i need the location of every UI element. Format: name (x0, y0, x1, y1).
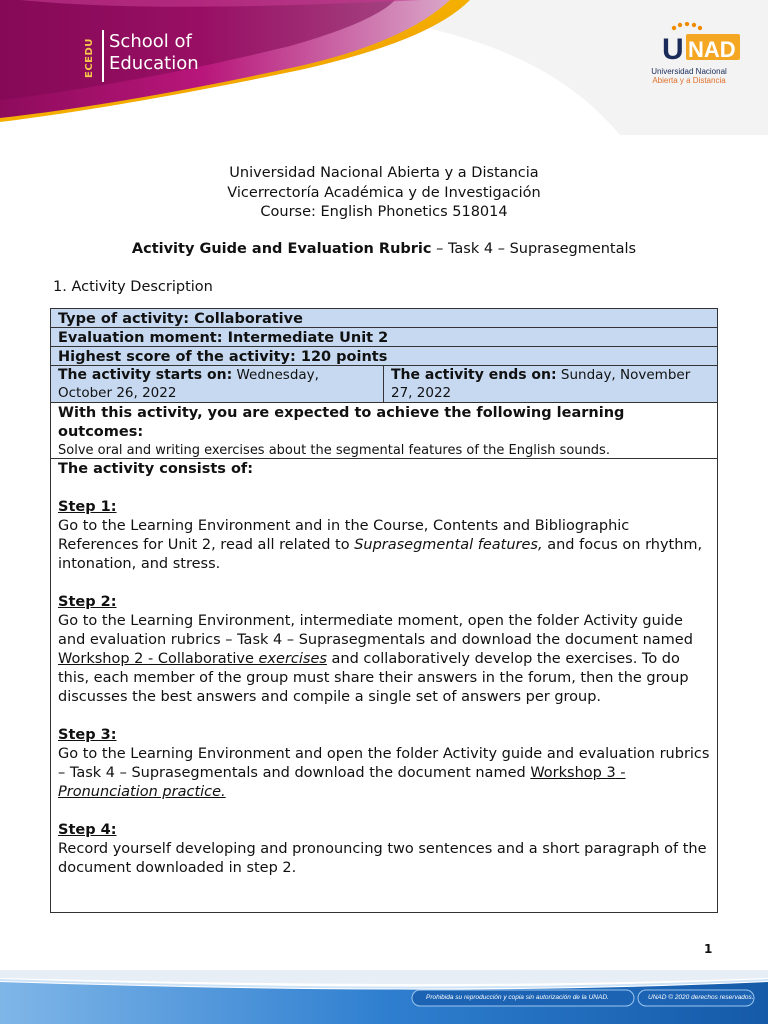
ecedu-label: ECEDU (84, 38, 95, 78)
learning-outcomes-row (51, 403, 717, 459)
start-date-label: The activity starts on: (58, 367, 233, 383)
start-date-value: Wednesday, October 26, 2022 (58, 367, 319, 401)
school-divider (102, 30, 104, 82)
workshop-3-link[interactable]: Workshop 3 - Pronunciation practice. (58, 765, 626, 800)
footer-copyright: UNAD © 2020 derechos reservados. (648, 994, 754, 1001)
guide-title-rest: – Task 4 – Suprasegmentals (431, 241, 637, 257)
guide-title (0, 240, 768, 259)
highest-score-row: Highest score of the activity: 120 points (51, 347, 717, 366)
document-title-block (0, 164, 768, 223)
section-heading: 1. Activity Description (53, 279, 213, 295)
university-name: Universidad Nacional Abierta y a Distancia (229, 165, 539, 181)
evaluation-moment-row: Evaluation moment: Intermediate Unit 2 (51, 328, 717, 347)
school-of-education-title (109, 31, 199, 75)
step-2-text: Go to the Learning Environment, intermediate moment, open the folder Activity guide and evaluation rubrics – Task 4 – Suprasegmentals and download the document named Workshop 2 - Collaborative exercises and collaboratively develop the exercises. To do this, each member of the group must share their answers in the forum, then the group discusses the best answers and compile a single set of answers per group. (58, 613, 693, 705)
step-4-text: Record yourself developing and pronouncing two sentences and a short paragraph of the document downloaded in step 2. (58, 841, 707, 876)
activity-type-row: Type of activity: Collaborative (51, 309, 717, 328)
unad-logo (660, 22, 742, 62)
step-2-heading: Step 2: (58, 594, 117, 610)
svg-text:U: U (662, 33, 684, 62)
workshop-2-link[interactable]: Workshop 2 - Collaborative exercises (58, 651, 327, 667)
footer-notice: Prohibida su reproducción y copia sin autorización de la UNAD. (426, 994, 609, 1001)
svg-text:NAD: NAD (688, 37, 736, 62)
page-number: 1 (704, 942, 713, 956)
end-date-cell (384, 366, 717, 402)
step-1-heading: Step 1: (58, 499, 117, 515)
activity-description-table (50, 308, 718, 913)
unad-logo-caption (634, 67, 744, 85)
step-3-text: Go to the Learning Environment and open the folder Activity guide and evaluation rubrics – Task 4 – Suprasegmentals and download the document named Workshop 3 - Pronunciation practice. (58, 746, 710, 800)
course-name: Course: English Phonetics 518014 (260, 204, 508, 220)
step-3-heading: Step 3: (58, 727, 117, 743)
learning-outcomes-question: With this activity, you are expected to achieve the following learning outcomes: (58, 405, 625, 440)
end-date-label: The activity ends on: (391, 367, 557, 383)
start-date-cell (51, 366, 384, 402)
unad-caption-line-2: Abierta y a Distancia (652, 76, 726, 85)
school-line-2: Education (109, 53, 199, 74)
learning-outcomes-answer: Solve oral and writing exercises about the segmental features of the English sounds. (58, 443, 610, 458)
step-4-heading: Step 4: (58, 822, 117, 838)
school-line-1: School of (109, 31, 192, 52)
dates-row (51, 366, 717, 403)
step-1-text: Go to the Learning Environment and in the Course, Contents and Bibliographic References for Unit 2, read all related to Suprasegmental features, and focus on rhythm, intonation, and stress. (58, 518, 703, 572)
activity-steps-cell (51, 459, 717, 912)
unad-logo-graphic (660, 22, 742, 62)
vice-rectory: Vicerrectoría Académica y de Investigación (227, 184, 541, 201)
guide-title-bold: Activity Guide and Evaluation Rubric (131, 241, 432, 257)
end-date-value: Sunday, November 27, 2022 (391, 367, 691, 401)
unad-caption-line-1: Universidad Nacional (651, 67, 727, 76)
activity-consists-heading: The activity consists of: (58, 461, 254, 477)
